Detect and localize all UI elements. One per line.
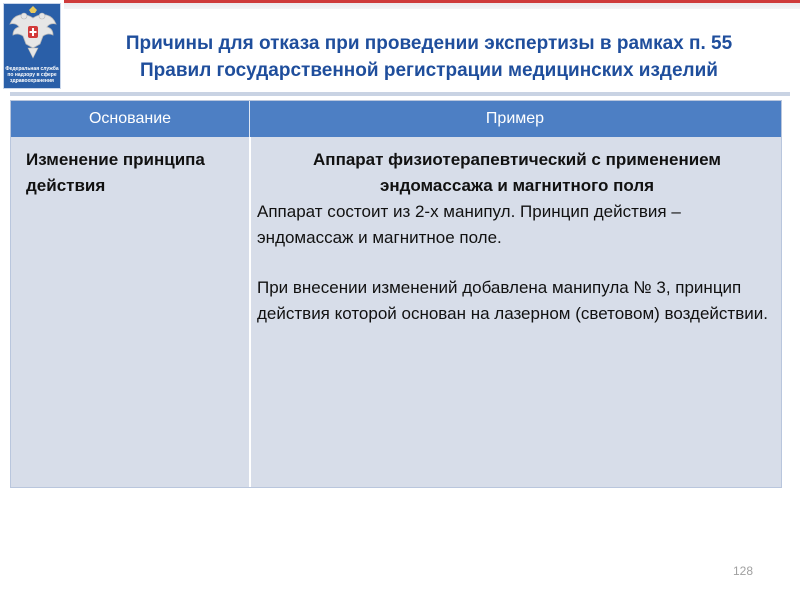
- logo-caption: Федеральная служба по надзору в сфере здравоохранения: [5, 66, 59, 84]
- title-line-1: Причины для отказа при проведении экспертизы в рамках п. 55: [125, 33, 733, 54]
- title-line-2: Правил государственной регистрации медицинских изделий: [140, 60, 718, 81]
- example-cell: [257, 147, 777, 327]
- reasons-table: [10, 100, 782, 488]
- red-accent-line: [64, 0, 800, 3]
- table-header: [11, 101, 781, 137]
- agency-logo: [3, 3, 61, 89]
- reason-cell: Изменение принципа действия: [26, 150, 205, 195]
- example-paragraph-2: При внесении изменений добавлена манипула № 3, принцип действия которой основан на лазерном (световом) воздействии.: [257, 278, 768, 323]
- top-decor-stripe: [64, 0, 800, 9]
- page-title: [64, 30, 794, 84]
- title-divider: [10, 92, 790, 96]
- example-paragraph-1: Аппарат состоит из 2-х манипул. Принцип действия – эндомассаж и магнитное поле.: [257, 202, 681, 247]
- page-number: 128: [733, 564, 754, 578]
- header-reason: Основание: [11, 101, 250, 137]
- example-title: Аппарат физиотерапевтический с применением эндомассажа и магнитного поля: [313, 150, 721, 195]
- column-separator: [249, 137, 251, 487]
- double-headed-eagle-icon: [4, 4, 62, 66]
- table-row: [11, 137, 781, 487]
- header-example: Пример: [485, 110, 545, 127]
